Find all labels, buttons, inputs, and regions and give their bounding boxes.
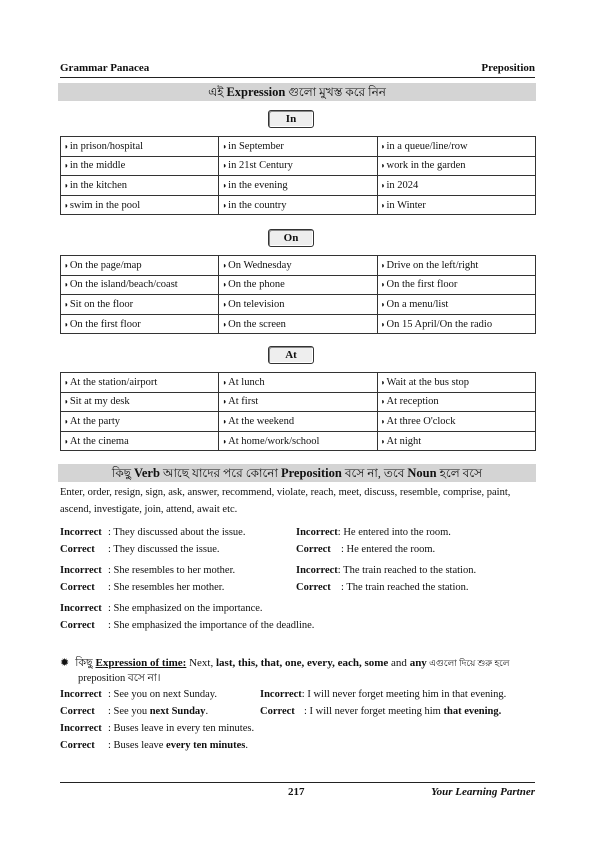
half-circle-bullet-icon: ◗ xyxy=(64,161,69,171)
half-circle-bullet-icon: ◗ xyxy=(380,161,386,171)
table-cell xyxy=(61,176,219,196)
half-circle-bullet-icon: ◗ xyxy=(380,299,386,309)
tag-at: At xyxy=(268,346,314,364)
half-circle-bullet-icon: ◗ xyxy=(64,397,69,407)
incorrect-label: Incorrect xyxy=(260,689,302,700)
table-cell xyxy=(61,156,219,176)
example-correct xyxy=(60,740,248,751)
table-cell xyxy=(377,156,535,176)
example-incorrect xyxy=(60,723,254,734)
table-cell xyxy=(219,431,377,451)
table-cell xyxy=(219,295,377,315)
tag-in: In xyxy=(268,110,314,128)
section-heading-verbs xyxy=(58,464,536,482)
example-correct xyxy=(296,544,435,555)
example-text: : I will never forget meeting him xyxy=(304,706,444,717)
example-text: : Buses leave in every ten minutes. xyxy=(108,723,255,734)
table-row xyxy=(61,392,536,412)
example-bold: every ten minutes xyxy=(166,740,246,751)
heading-text: গুলো মুখস্ত করে নিন xyxy=(285,85,386,99)
half-circle-bullet-icon: ◗ xyxy=(64,377,69,387)
cell-text: Sit on the floor xyxy=(69,298,134,310)
half-circle-bullet-icon: ◗ xyxy=(64,416,69,426)
table-cell xyxy=(377,176,535,196)
example-text: : They discussed the issue. xyxy=(108,544,220,555)
cell-text: in 21st Century xyxy=(228,160,293,172)
table-cell xyxy=(61,256,219,276)
table-cell xyxy=(377,412,535,432)
example-text: : See you on next Sunday. xyxy=(108,689,217,700)
correct-label: Correct xyxy=(60,620,95,631)
cell-text: work in the garden xyxy=(386,160,466,172)
example-text: : See you xyxy=(108,706,150,717)
half-circle-bullet-icon: ◗ xyxy=(380,260,386,270)
cell-text: in Winter xyxy=(386,199,426,211)
table-cell xyxy=(219,176,377,196)
table-row xyxy=(61,195,536,215)
correct-label: Correct xyxy=(60,582,95,593)
example-correct xyxy=(260,706,501,717)
half-circle-bullet-icon: ◗ xyxy=(64,319,69,329)
correct-label: Correct xyxy=(60,706,95,717)
cell-text: At reception xyxy=(386,396,439,408)
half-circle-bullet-icon: ◗ xyxy=(64,200,69,210)
example-incorrect xyxy=(60,565,235,576)
example-text: : She resembles to her mother. xyxy=(108,565,236,576)
example-text: : She emphasized the importance of the deadline. xyxy=(108,620,315,631)
example-text: : The train reached the station. xyxy=(341,582,469,593)
cell-text: At the station/airport xyxy=(69,376,158,388)
table-cell xyxy=(219,275,377,295)
half-circle-bullet-icon: ◗ xyxy=(222,161,228,171)
correct-label: Correct xyxy=(296,544,331,555)
section-heading-expressions xyxy=(58,83,536,101)
half-circle-bullet-icon: ◗ xyxy=(64,280,69,290)
half-circle-bullet-icon: ◗ xyxy=(222,299,228,309)
heading-text: হলে বসে xyxy=(436,466,483,480)
half-circle-bullet-icon: ◗ xyxy=(222,377,228,387)
heading-bold: Verb xyxy=(134,466,160,480)
half-circle-bullet-icon: ◗ xyxy=(222,319,228,329)
example-bold: that evening. xyxy=(443,706,502,717)
table-cell xyxy=(61,412,219,432)
table-cell xyxy=(377,137,535,157)
page-header xyxy=(60,62,535,76)
example-correct xyxy=(60,706,208,717)
incorrect-label: Incorrect xyxy=(60,689,102,700)
incorrect-label: Incorrect xyxy=(60,603,102,614)
example-text: : She emphasized on the importance. xyxy=(108,603,263,614)
table-cell xyxy=(61,373,219,393)
cell-text: in prison/hospital xyxy=(69,140,144,152)
table-cell xyxy=(61,275,219,295)
cell-text: At first xyxy=(228,396,259,408)
footer-tagline: Your Learning Partner xyxy=(431,786,535,798)
table-cell xyxy=(61,392,219,412)
cell-text: At home/work/school xyxy=(228,435,320,447)
correct-label: Correct xyxy=(296,582,331,593)
half-circle-bullet-icon: ◗ xyxy=(222,397,228,407)
example-incorrect xyxy=(260,689,506,700)
expressions-table-in xyxy=(60,136,536,215)
example-text: : I will never forget meeting him in that evening. xyxy=(301,689,507,700)
half-circle-bullet-icon: ◗ xyxy=(222,260,228,270)
half-circle-bullet-icon: ◗ xyxy=(64,299,69,309)
half-circle-bullet-icon: ◗ xyxy=(380,416,386,426)
half-circle-bullet-icon: ◗ xyxy=(222,141,228,151)
half-circle-bullet-icon: ◗ xyxy=(222,180,228,190)
cell-text: At night xyxy=(386,435,422,447)
table-cell xyxy=(377,431,535,451)
time-expression-line2: preposition বসে না। xyxy=(78,673,161,684)
example-correct xyxy=(296,582,469,593)
example-incorrect xyxy=(296,565,476,576)
page-number: 217 xyxy=(288,786,305,798)
expressions-table-at xyxy=(60,372,536,451)
cell-text: At the party xyxy=(69,415,120,427)
half-circle-bullet-icon: ◗ xyxy=(64,141,69,151)
table-cell xyxy=(219,156,377,176)
example-correct xyxy=(60,582,224,593)
example-correct xyxy=(60,620,314,631)
incorrect-label: Incorrect xyxy=(60,723,102,734)
table-cell xyxy=(219,256,377,276)
correct-label: Correct xyxy=(260,706,295,717)
example-correct xyxy=(60,544,220,555)
half-circle-bullet-icon: ◗ xyxy=(380,436,386,446)
table-cell xyxy=(377,314,535,334)
half-circle-bullet-icon: ◗ xyxy=(222,416,228,426)
expressions-table-on xyxy=(60,255,536,334)
cell-text: in 2024 xyxy=(386,179,419,191)
heading-bold: Noun xyxy=(407,466,437,480)
cell-text: in the country xyxy=(228,199,287,211)
cell-text: Wait at the bus stop xyxy=(386,376,470,388)
book-title: Grammar Panacea xyxy=(60,62,150,74)
half-circle-bullet-icon: ◗ xyxy=(380,180,386,190)
cell-text: On television xyxy=(228,298,285,310)
table-cell xyxy=(61,431,219,451)
heading-bold: Expression of time: xyxy=(95,657,187,669)
tag-on: On xyxy=(268,229,314,247)
table-cell xyxy=(219,314,377,334)
half-circle-bullet-icon: ◗ xyxy=(380,200,386,210)
cell-text: On Wednesday xyxy=(228,259,292,271)
cell-text: On the island/beach/coast xyxy=(69,279,178,291)
incorrect-label: Incorrect xyxy=(296,565,338,576)
cell-text: At three O'clock xyxy=(386,415,456,427)
verb-list xyxy=(60,484,536,518)
heading-text: Next, xyxy=(186,657,216,669)
table-cell xyxy=(377,256,535,276)
cell-text: Drive on the left/right xyxy=(386,259,479,271)
cell-text: in a queue/line/row xyxy=(386,140,468,152)
cell-text: in the middle xyxy=(69,160,126,172)
chapter-title: Preposition xyxy=(481,62,535,74)
incorrect-label: Incorrect xyxy=(60,565,102,576)
example-incorrect xyxy=(60,527,245,538)
cell-text: in the evening xyxy=(228,179,288,191)
table-row xyxy=(61,156,536,176)
half-circle-bullet-icon: ◗ xyxy=(222,436,228,446)
footer-rule xyxy=(60,782,535,783)
example-incorrect xyxy=(60,689,217,700)
table-cell xyxy=(219,137,377,157)
cell-text: At the cinema xyxy=(69,435,129,447)
cell-text: On a menu/list xyxy=(386,298,449,310)
verb-list-line: Enter, order, resign, sign, ask, answer, recommend, violate, reach, meet, discuss, resemble, comprise, paint, xyxy=(60,487,511,498)
table-row xyxy=(61,275,536,295)
table-cell xyxy=(219,392,377,412)
heading-text: and xyxy=(388,657,410,669)
correct-label: Correct xyxy=(60,544,95,555)
heading-bold: Expression xyxy=(226,85,286,99)
half-circle-bullet-icon: ◗ xyxy=(380,377,386,387)
half-circle-bullet-icon: ◗ xyxy=(64,180,69,190)
incorrect-label: Incorrect xyxy=(296,527,338,538)
table-row xyxy=(61,431,536,451)
table-row xyxy=(61,256,536,276)
table-cell xyxy=(377,275,535,295)
heading-text: আছে যাদের পরে কোনো xyxy=(159,466,281,480)
heading-text: বসে না, তবে xyxy=(341,466,408,480)
table-cell xyxy=(61,195,219,215)
cell-text: swim in the pool xyxy=(69,199,141,211)
table-row xyxy=(61,295,536,315)
table-cell xyxy=(377,373,535,393)
table-cell xyxy=(377,195,535,215)
correct-label: Correct xyxy=(60,740,95,751)
table-cell xyxy=(61,295,219,315)
example-text: . xyxy=(205,706,209,717)
table-cell xyxy=(61,314,219,334)
table-cell xyxy=(219,412,377,432)
heading-text: কিছু xyxy=(75,657,96,669)
table-row xyxy=(61,137,536,157)
heading-text: এই xyxy=(208,85,227,99)
half-circle-bullet-icon: ◗ xyxy=(64,436,69,446)
table-cell xyxy=(61,137,219,157)
header-rule xyxy=(60,77,535,78)
cell-text: in September xyxy=(228,140,284,152)
table-row xyxy=(61,373,536,393)
half-circle-bullet-icon: ◗ xyxy=(380,141,386,151)
heading-bold: last, this, that, one, every, each, some xyxy=(215,657,389,669)
table-cell xyxy=(219,195,377,215)
incorrect-label: Incorrect xyxy=(60,527,102,538)
heading-text: এগুলো দিয়ে শুরু হলে xyxy=(426,658,510,668)
heading-bold: any xyxy=(409,657,427,669)
example-bold: next Sunday xyxy=(149,706,206,717)
table-cell xyxy=(377,295,535,315)
table-row xyxy=(61,176,536,196)
example-text: : They discussed about the issue. xyxy=(108,527,246,538)
cell-text: On the first floor xyxy=(69,318,141,330)
cell-text: At lunch xyxy=(228,376,265,388)
cell-text: in the kitchen xyxy=(69,179,127,191)
cell-text: At the weekend xyxy=(228,415,295,427)
example-text: : He entered into the room. xyxy=(337,527,451,538)
heading-text: কিছু xyxy=(111,466,134,480)
cell-text: On the first floor xyxy=(386,279,458,291)
table-row xyxy=(61,412,536,432)
example-text: . xyxy=(245,740,248,751)
example-text: : He entered the room. xyxy=(341,544,436,555)
star-bullet-icon: ✹ xyxy=(60,657,70,669)
example-incorrect xyxy=(60,603,263,614)
cell-text: On 15 April/On the radio xyxy=(386,318,493,330)
example-text: : She resembles her mother. xyxy=(108,582,225,593)
example-text: : The train reached to the station. xyxy=(337,565,477,576)
cell-text: On the page/map xyxy=(69,259,142,271)
half-circle-bullet-icon: ◗ xyxy=(64,260,69,270)
cell-text: Sit at my desk xyxy=(69,396,130,408)
example-text: : Buses leave xyxy=(108,740,167,751)
half-circle-bullet-icon: ◗ xyxy=(222,280,228,290)
table-cell xyxy=(377,392,535,412)
example-incorrect xyxy=(296,527,451,538)
half-circle-bullet-icon: ◗ xyxy=(380,280,386,290)
cell-text: On the phone xyxy=(228,279,285,291)
table-row xyxy=(61,314,536,334)
heading-bold: Preposition xyxy=(280,466,342,480)
cell-text: On the screen xyxy=(228,318,286,330)
half-circle-bullet-icon: ◗ xyxy=(380,397,386,407)
half-circle-bullet-icon: ◗ xyxy=(222,200,228,210)
half-circle-bullet-icon: ◗ xyxy=(380,319,386,329)
table-cell xyxy=(219,373,377,393)
verb-list-line: ascend, investigate, join, attend, await etc. xyxy=(60,504,238,515)
